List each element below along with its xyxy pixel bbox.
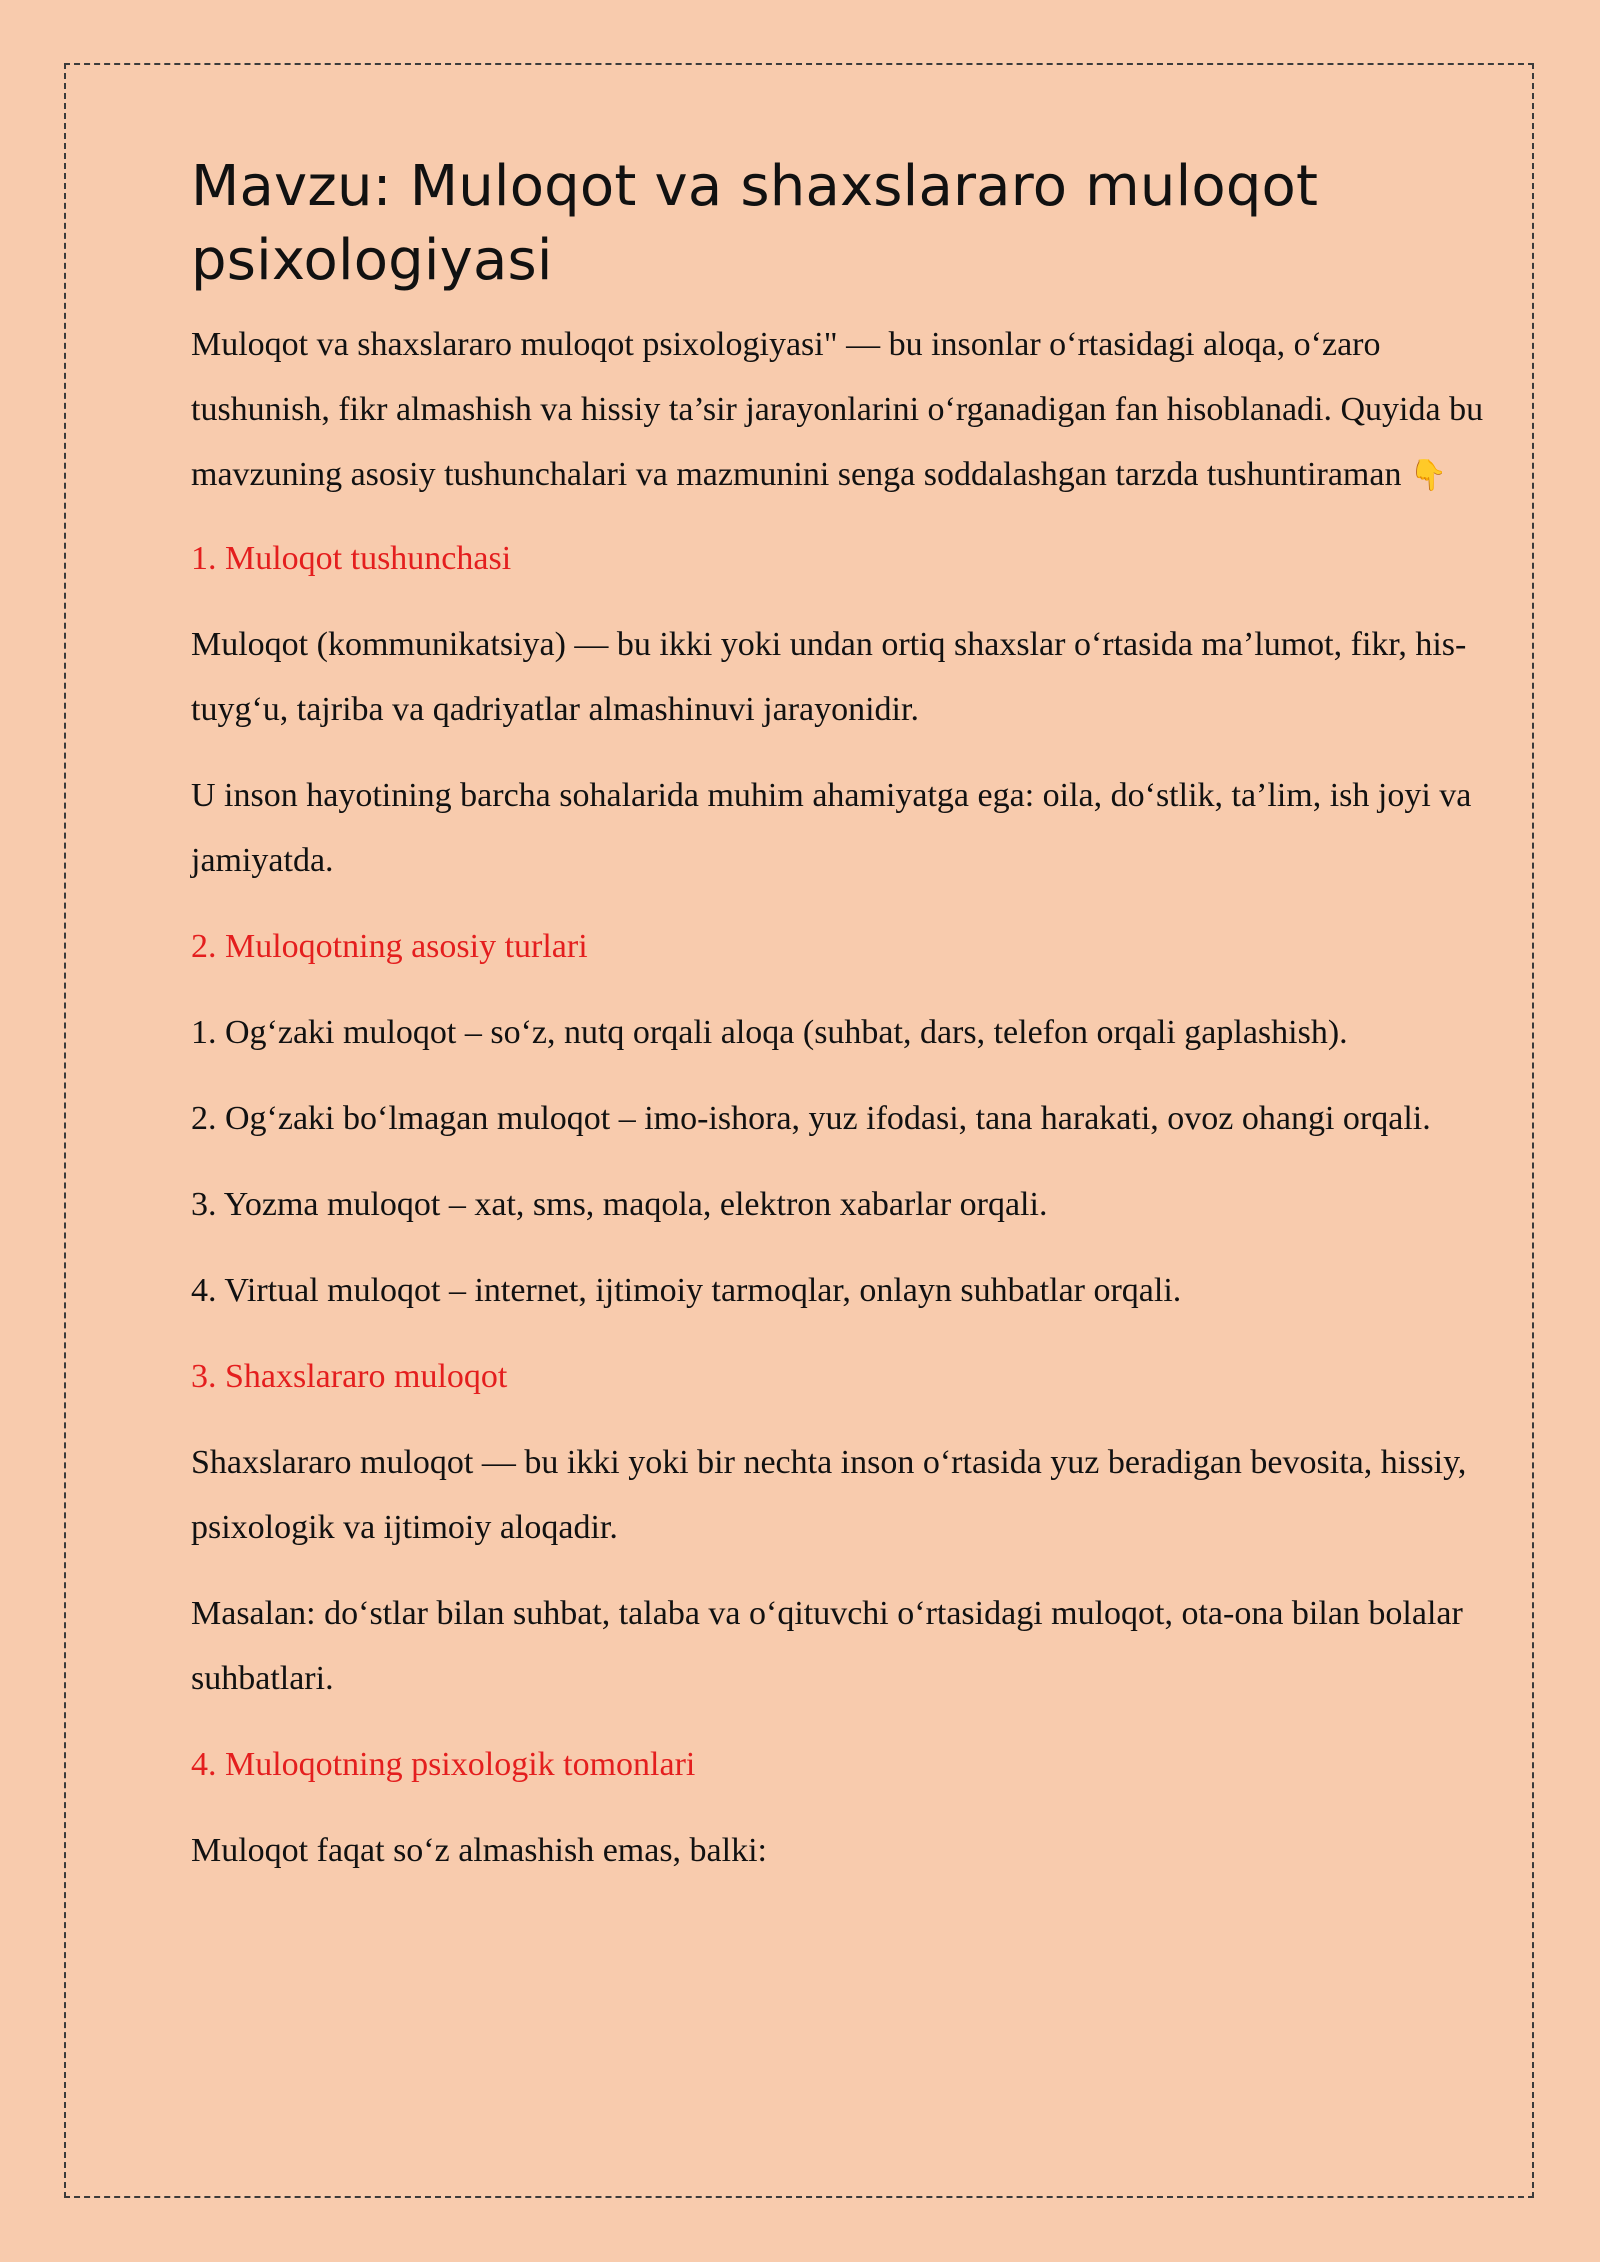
list-item-oral: 1. Og‘zaki muloqot – so‘z, nutq orqali aloqa (suhbat, dars, telefon orqali gaplashish).	[191, 1014, 1348, 1051]
section-1-paragraph-1: Muloqot (kommunikatsiya) — bu ikki yoki undan ortiq shaxslar o‘rtasida ma’lumot, fikr, his-tuyg‘u, tajriba va qadriyatlar almashinuvi jarayonidir.	[191, 626, 1467, 728]
intro-paragraph	[191, 312, 1491, 508]
section-3-paragraph-1: Shaxslararo muloqot — bu ikki yoki bir nechta inson o‘rtasida yuz beradigan bevosita, hissiy, psixologik va ijtimoiy aloqadir.	[191, 1444, 1467, 1546]
section-heading-1: 1. Muloqot tushunchasi	[191, 540, 512, 577]
section-1-paragraph-2: U inson hayotining barcha sohalarida muhim ahamiyatga ega: oila, do‘stlik, ta’lim, ish joyi va jamiyatda.	[191, 777, 1472, 879]
section-heading-2: 2. Muloqotning asosiy turlari	[191, 928, 588, 965]
list-item-nonverbal: 2. Og‘zaki bo‘lmagan muloqot – imo-ishora, yuz ifodasi, tana harakati, ovoz ohangi orqali.	[191, 1100, 1431, 1137]
section-heading-4: 4. Muloqotning psixologik tomonlari	[191, 1746, 696, 1783]
document-title: Mavzu: Muloqot va shaxslararo muloqot psixologiyasi	[191, 154, 1319, 293]
intro-text: Muloqot va shaxslararo muloqot psixologiyasi" — bu insonlar o‘rtasidagi aloqa, o‘zaro tushunish, fikr almashish va hissiy ta’sir jarayonlarini o‘rganadigan fan hisoblanadi. Quyida bu mavzuning asosiy tushunchalari va mazmunini senga soddalashgan tarzda tushuntiraman	[191, 326, 1484, 493]
document-body	[191, 150, 1491, 1904]
list-item-virtual: 4. Virtual muloqot – internet, ijtimoiy tarmoqlar, onlayn suhbatlar orqali.	[191, 1272, 1182, 1309]
list-item-written: 3. Yozma muloqot – xat, sms, maqola, elektron xabarlar orqali.	[191, 1186, 1048, 1223]
pointing-down-hand-icon: 👇	[1409, 458, 1447, 493]
section-4-paragraph-1: Muloqot faqat so‘z almashish emas, balki:	[191, 1832, 767, 1869]
section-heading-3: 3. Shaxslararo muloqot	[191, 1358, 508, 1395]
section-3-paragraph-2: Masalan: do‘stlar bilan suhbat, talaba va o‘qituvchi o‘rtasidagi muloqot, ota-ona bilan bolalar suhbatlari.	[191, 1595, 1463, 1697]
